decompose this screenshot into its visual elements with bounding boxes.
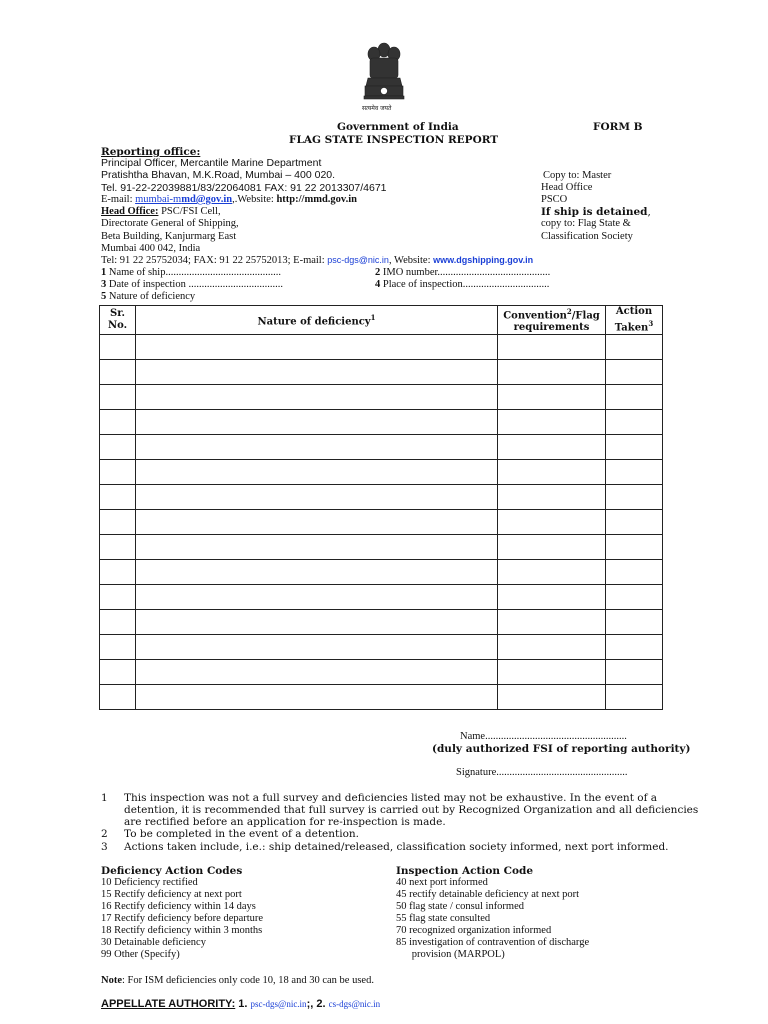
action-cell[interactable] [606,560,663,585]
action-cell[interactable] [606,385,663,410]
deficiency-cell[interactable] [136,460,498,485]
deficiency-code-item: 99 Other (Specify) [101,949,180,960]
table-row [100,435,663,460]
sr-no-cell[interactable] [100,360,136,385]
action-cell[interactable] [606,360,663,385]
convention-cell[interactable] [498,585,606,610]
deficiency-cell[interactable] [136,585,498,610]
reporting-office-heading: Reporting office: [101,146,201,158]
sr-no-cell[interactable] [100,410,136,435]
action-cell[interactable] [606,410,663,435]
appellate-email-1[interactable]: psc-dgs@nic.in [250,999,307,1009]
convention-cell[interactable] [498,410,606,435]
sr-no-cell[interactable] [100,635,136,660]
field-inspection-date[interactable]: 3 Date of inspection .................................... [101,279,283,290]
sr-no-cell[interactable] [100,685,136,710]
inspection-code-item: provision (MARPOL) [396,949,505,960]
reporting-office-line1: Principal Officer, Mercantile Marine Department [101,157,322,169]
sr-no-cell[interactable] [100,385,136,410]
reporting-office-phone: Tel. 91-22-22039881/83/22064081 FAX: 91 22 2013307/4671 [101,182,387,194]
sr-no-cell[interactable] [100,485,136,510]
deficiency-code-item: 18 Rectify deficiency within 3 months [101,925,263,936]
inspection-code-item: 85 investigation of contravention of discharge [396,937,590,948]
head-office-heading: Head Office: [101,206,159,217]
table-row [100,585,663,610]
sr-no-cell[interactable] [100,585,136,610]
convention-cell[interactable] [498,685,606,710]
sr-no-cell[interactable] [100,660,136,685]
action-cell[interactable] [606,510,663,535]
table-row [100,660,663,685]
deficiency-cell[interactable] [136,410,498,435]
action-cell[interactable] [606,635,663,660]
action-cell[interactable] [606,685,663,710]
action-cell[interactable] [606,335,663,360]
inspection-code-item: 70 recognized organization informed [396,925,552,936]
action-cell[interactable] [606,535,663,560]
deficiency-cell[interactable] [136,635,498,660]
convention-cell[interactable] [498,635,606,660]
deficiency-cell[interactable] [136,485,498,510]
deficiency-codes-heading: Deficiency Action Codes [101,865,243,877]
table-row [100,460,663,485]
sr-no-cell[interactable] [100,535,136,560]
col-convention-requirements: Convention$^2$/Flag requirements [498,306,606,335]
table-row [100,485,663,510]
table-row [100,510,663,535]
action-cell[interactable] [606,585,663,610]
action-cell[interactable] [606,485,663,510]
ism-note: Note: For ISM deficiencies only code 10, 18 and 30 can be used. [101,975,374,986]
head-office-line3: Beta Building, Kanjurmarg East [101,231,237,242]
inspection-codes-heading: Inspection Action Code [396,865,534,877]
copy-flag-state: copy to: Flag State & [541,218,631,229]
page-title: FLAG STATE INSPECTION REPORT [289,134,499,146]
sr-no-cell[interactable] [100,510,136,535]
deficiency-cell[interactable] [136,435,498,460]
action-cell[interactable] [606,660,663,685]
head-office-contact: Tel: 91 22 25752034; FAX: 91 22 25752013; E-mail: psc-dgs@nic.in, Website: www.dgshipping.gov.in [101,255,534,266]
col-action-taken: Action Taken$^3$ [606,306,663,335]
table-row [100,610,663,635]
government-heading: Government of India [337,121,459,133]
inspection-code-item: 45 rectify detainable deficiency at next port [396,889,580,900]
deficiency-cell[interactable] [136,610,498,635]
table-row [100,535,663,560]
reporting-office-line2: Pratishtha Bhavan, M.K.Road, Mumbai – 400 020. [101,169,336,181]
deficiency-cell[interactable] [136,360,498,385]
convention-cell[interactable] [498,610,606,635]
deficiency-cell[interactable] [136,535,498,560]
convention-cell[interactable] [498,360,606,385]
appellate-email-2[interactable]: cs-dgs@nic.in [328,999,381,1009]
deficiency-cell[interactable] [136,685,498,710]
deficiency-code-item: 10 Deficiency rectified [101,877,198,888]
copy-detained-note: If ship is detained, [541,206,651,218]
deficiency-cell[interactable] [136,335,498,360]
convention-cell[interactable] [498,510,606,535]
deficiency-code-item: 16 Rectify deficiency within 14 days [101,901,256,912]
table-row [100,335,663,360]
table-row [100,385,663,410]
form-code: FORM B [593,121,643,133]
emblem-motto: सत्यमेव जयते [362,105,392,112]
reporting-office-email-link[interactable]: mumbai-mmd@gov.in [135,194,233,205]
reporting-office-contact: E-mail: mumbai-mmd@gov.in,.Website: http://mmd.gov.in [101,194,357,205]
table-row [100,685,663,710]
inspection-code-item: 40 next port informed [396,877,488,888]
col-nature-of-deficiency: Nature of deficiency$^1$ [136,306,498,335]
deficiency-cell[interactable] [136,560,498,585]
head-office-line1: Head Office: PSC/FSI Cell, [101,206,221,217]
signature-line[interactable]: Signature.................................................. [456,767,628,778]
action-cell[interactable] [606,460,663,485]
deficiency-table [99,305,663,710]
table-header-row [100,306,663,335]
sr-no-cell[interactable] [100,560,136,585]
appellate-label: APPELLATE AUTHORITY: [101,998,236,1010]
action-cell[interactable] [606,435,663,460]
head-office-website-link[interactable]: www.dgshipping.gov.in [433,255,534,265]
deficiency-code-item: 17 Rectify deficiency before departure [101,913,264,924]
authority-caption: (duly authorized FSI of reporting authority) [432,743,691,755]
table-row [100,360,663,385]
sr-no-cell[interactable] [100,335,136,360]
inspection-code-item: 50 flag state / consul informed [396,901,525,912]
table-row [100,410,663,435]
head-office-email-link[interactable]: psc-dgs@nic.in [327,255,389,265]
deficiency-code-item: 15 Rectify deficiency at next port [101,889,242,900]
table-row [100,560,663,585]
field-imo-number[interactable]: 2 IMO number........................................... [375,267,551,278]
email-label: E-mail: [101,194,133,205]
sr-no-cell[interactable] [100,435,136,460]
reporting-office-website[interactable]: http://mmd.gov.in [276,194,357,205]
deficiency-cell[interactable] [136,385,498,410]
deficiency-cell[interactable] [136,510,498,535]
col-sr-no: Sr. No. [100,306,136,335]
table-row [100,635,663,660]
convention-cell[interactable] [498,660,606,685]
deficiency-cell[interactable] [136,660,498,685]
convention-cell[interactable] [498,485,606,510]
head-office-line2: Directorate General of Shipping, [101,218,239,229]
copy-to-master: Copy to: Master [543,170,612,181]
state-emblem-icon [360,38,408,110]
field-ship-name[interactable]: 1 Name of ship............................................ [101,267,281,278]
inspection-code-item: 55 flag state consulted [396,913,491,924]
action-cell[interactable] [606,610,663,635]
convention-cell[interactable] [498,535,606,560]
copy-psco: PSCO [541,194,568,205]
deficiency-code-item: 30 Detainable deficiency [101,937,206,948]
convention-cell[interactable] [498,435,606,460]
convention-cell[interactable] [498,560,606,585]
convention-cell[interactable] [498,460,606,485]
convention-cell[interactable] [498,385,606,410]
field-deficiency-nature: 5 Nature of deficiency [101,291,196,302]
name-line[interactable]: Name...................................................... [460,731,627,742]
convention-cell[interactable] [498,335,606,360]
appellate-authority: APPELLATE AUTHORITY: 1. psc-dgs@nic.in;, 2. cs-dgs@nic.in [101,998,381,1010]
sr-no-cell[interactable] [100,460,136,485]
copy-head-office: Head Office [541,182,593,193]
copy-classification-society: Classification Society [541,231,633,242]
sr-no-cell[interactable] [100,610,136,635]
field-inspection-place[interactable]: 4 Place of inspection................................. [375,279,550,290]
head-office-line4: Mumbai 400 042, India [101,243,201,254]
